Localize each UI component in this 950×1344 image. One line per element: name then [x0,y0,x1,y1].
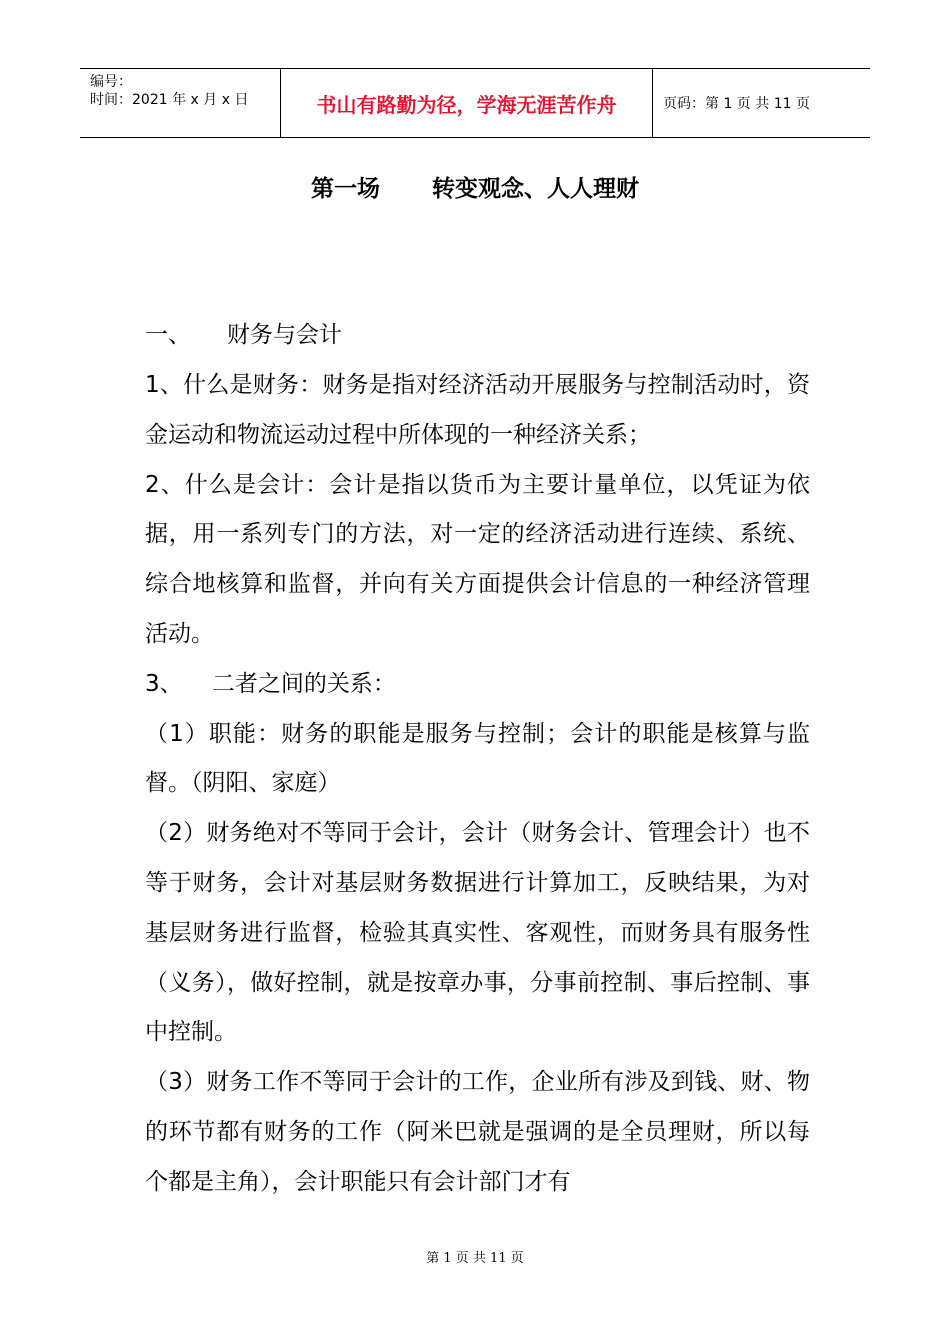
header-motto: 书山有路勤为径，学海无涯苦作舟 [281,69,653,137]
header-meta [80,69,281,137]
paragraph-functions: （1）职能：财务的职能是服务与控制；会计的职能是核算与监督。（阴阳、家庭） [145,720,810,797]
serial-number-label: 编号： [90,74,132,90]
page-footer: 第 1 页 共 11 页 [426,1251,524,1266]
paragraph-what-is-finance: 1、什么是财务：财务是指对经济活动开展服务与控制活动时，资金运动和物流运动过程中所体现的一种经济关系； [145,372,810,448]
date-label: 时间：2021 年 x 月 x 日 [90,92,249,108]
title-topic: 转变观念、人人理财 [432,176,639,202]
document-header [80,68,870,138]
document-body [145,315,810,1208]
header-page-info: 页码：第 1 页 共 11 页 [663,96,810,112]
page-title [0,170,950,203]
paragraph-relationship-heading: 3、 二者之间的关系： [145,670,396,697]
section-heading [145,315,810,355]
paragraph-what-is-accounting: 2、什么是会计：会计是指以货币为主要计量单位，以凭证为依据，用一系列专门的方法，对一定的经济活动进行连续、系统、综合地核算和监督，并向有关方面提供会计信息的一种经济管理活动。 [145,471,810,647]
section-number: 一、 [145,322,191,348]
paragraph-finance-not-accounting: （2）财务绝对不等同于会计，会计（财务会计、管理会计）也不等于财务，会计对基层财务数据进行计算加工，反映结果，为对基层财务进行监督，检验其真实性、客观性，而财务具有服务性（义务），做好控制，就是按章办事，分事前控制、事后控制、事中控制。 [145,820,810,1046]
section-title: 财务与会计 [227,322,342,348]
paragraph-finance-work: （3）财务工作不等同于会计的工作，企业所有涉及到钱、财、物的环节都有财务的工作（阿米巴就是强调的是全员理财，所以每个都是主角），会计职能只有会计部门才有 [145,1069,810,1195]
title-session: 第一场 [311,176,380,202]
